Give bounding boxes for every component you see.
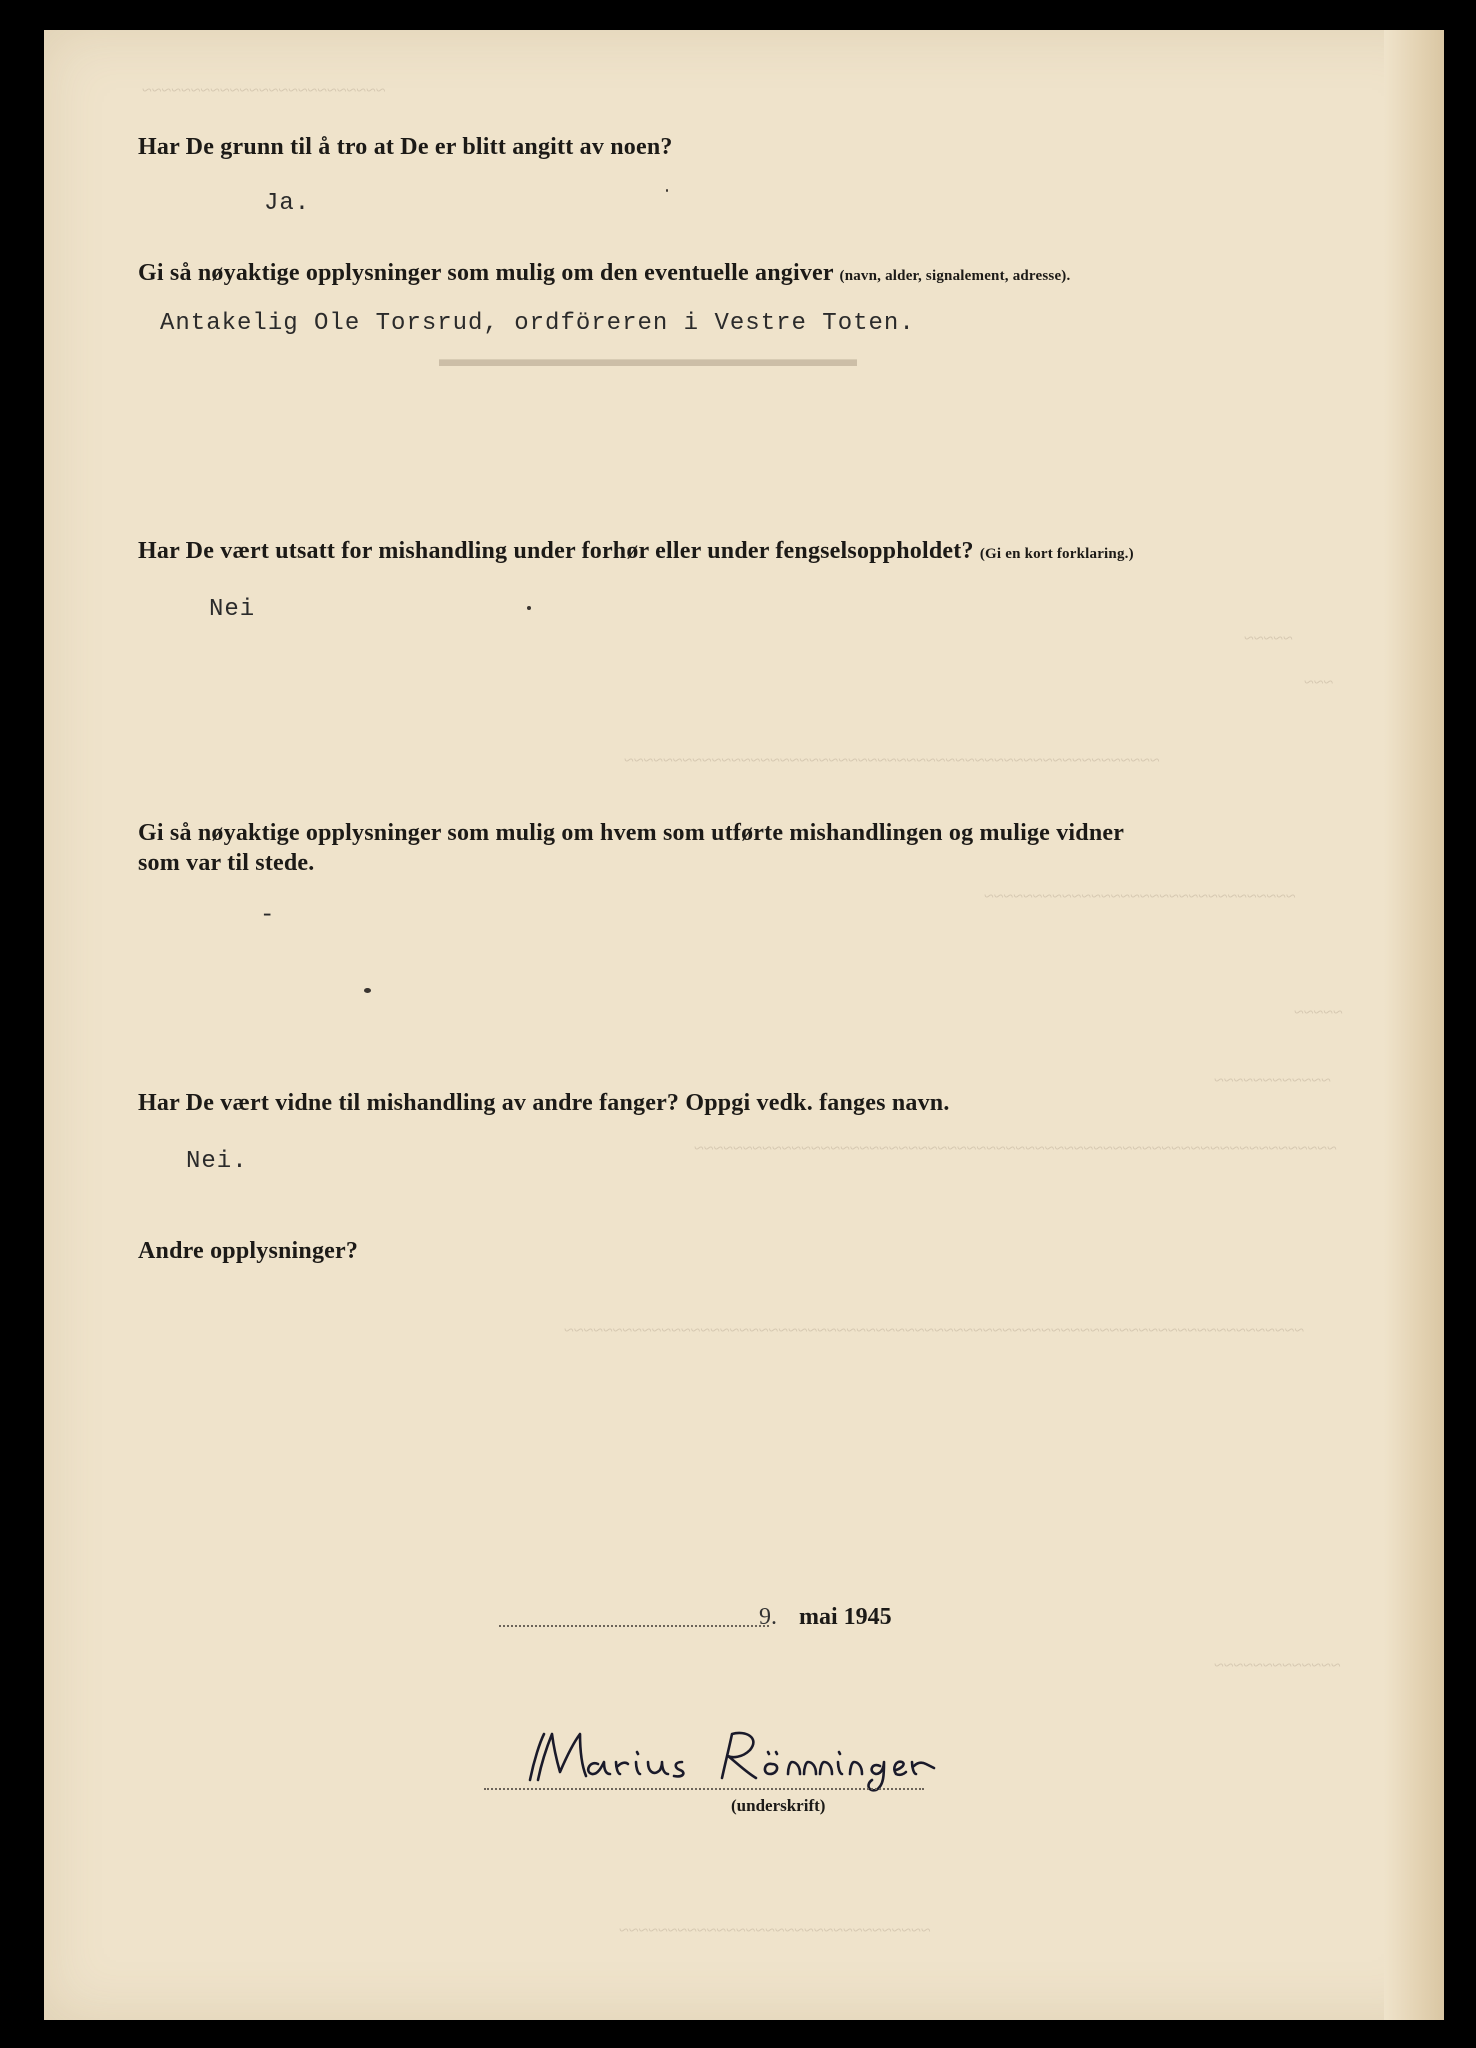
ink-speck <box>527 606 531 610</box>
question-perpetrators-line1: Gi så nøyaktige opplysninger som mulig om hvem som utførte mishandlingen og mulige vidner <box>138 820 1125 846</box>
date-line <box>499 1601 899 1631</box>
question-informant-details <box>138 260 1070 287</box>
question-mistreatment <box>138 538 1134 565</box>
ink-speck <box>364 988 371 993</box>
document-page <box>44 30 1444 2020</box>
page-edge-shadow <box>1384 30 1444 2020</box>
bleed-through-text: ~~~~~~~~~~~~~~~~~~~~~~~~~~~~~~~~ <box>619 1920 931 1940</box>
bleed-through-text: ~~~~~~~~~~~~ <box>1214 1070 1331 1090</box>
question-informant-details-note: (navn, alder, signalement, adresse). <box>839 268 1071 284</box>
bleed-through-text: ~~~~~~~~~~~~~~~~~~~~~~~~~~~~~~~~~~~~~~~~~~~~~~~~~~~~~~~~~~~~~~~~~~~~~~~~~~~~ <box>564 1320 1305 1340</box>
question-perpetrators-line2: som var til stede. <box>138 850 315 876</box>
question-mistreatment-text: Har De vært utsatt for mishandling under forhør eller under fengselsoppholdet? <box>138 538 974 564</box>
date-month-year: mai 1945 <box>799 1604 892 1630</box>
answer-witness: Nei. <box>186 1148 248 1175</box>
bleed-through-text: ~~~~~~~~~~~~~ <box>1214 1655 1341 1675</box>
bleed-through-text: ~~~~~~~~~~~~~~~~~~~~~~~~~~~~~~~~~~~~~~~~~~~~~~~~~~~~~~~ <box>624 750 1160 770</box>
answer-perpetrators: - <box>260 902 276 929</box>
question-denounced: Har De grunn til å tro at De er blitt angitt av noen? <box>138 134 673 160</box>
bleed-through-text: ~~~~~ <box>1244 628 1293 648</box>
bleed-through-text: ~~~ <box>1304 672 1334 692</box>
bleed-through-text: ~~~~~ <box>1294 1002 1343 1022</box>
signature-dotted-line <box>484 1788 924 1790</box>
signature-label: (underskrift) <box>731 1796 826 1815</box>
date-dotted-line <box>499 1625 769 1627</box>
answer-denounced: Ja. <box>264 190 311 217</box>
ink-speck <box>666 189 668 192</box>
handwritten-signature <box>524 1720 944 1795</box>
answer-mistreatment: Nei <box>209 596 256 623</box>
answer-informant-details: Antakelig Ole Torsrud, ordföreren i Vestre Toten. <box>160 310 915 337</box>
bleed-through-text: ▬▬▬▬▬▬▬▬▬▬▬▬▬▬▬▬▬▬▬ <box>439 346 857 371</box>
question-mistreatment-note: (Gi en kort forklaring.) <box>979 546 1134 562</box>
question-witness: Har De vært vidne til mishandling av andre fanger? Oppgi vedk. fanges navn. <box>138 1090 950 1116</box>
question-other-info: Andre opplysninger? <box>138 1238 359 1264</box>
bleed-through-text: ~~~~~~~~~~~~~~~~~~~~~~~~~~~~~~~~ <box>984 886 1296 906</box>
bleed-through-text: ~~~~~~~~~~~~~~~~~~~~~~~~~~~~~~~~~~~~~~~~~~~~~~~~~~~~~~~~~~~~~~~~~~ <box>694 1138 1337 1158</box>
date-day: 9. <box>759 1604 777 1630</box>
question-informant-details-text: Gi så nøyaktige opplysninger som mulig om den eventuelle angiver <box>138 260 834 286</box>
bleed-through-text: ~~~~~~~~~~~~~~~~~~~~~~~~~ <box>142 80 386 100</box>
